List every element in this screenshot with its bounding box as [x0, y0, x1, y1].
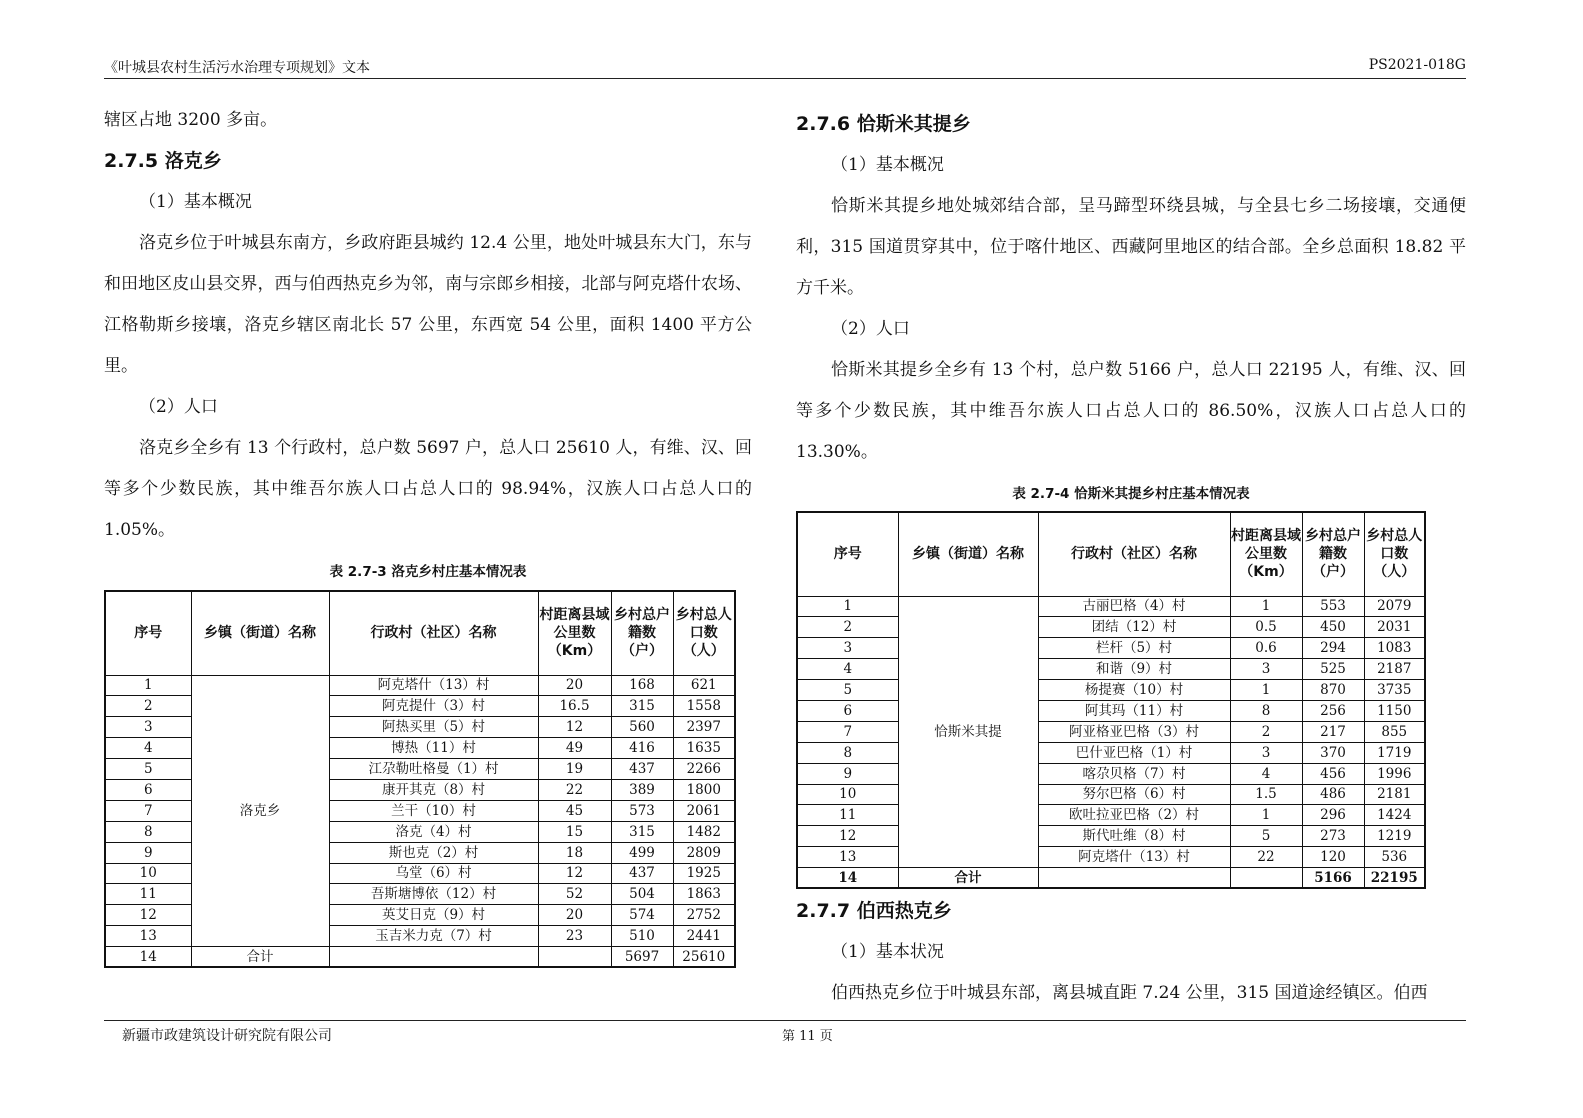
cell-village: 欧吐拉亚巴格（2）村 — [1038, 805, 1230, 826]
cell-village: 江尕勒吐格曼（1）村 — [329, 759, 538, 780]
document-code: PS2021-018G — [1368, 57, 1466, 73]
cell-index: 7 — [105, 800, 191, 821]
cell-population: 1083 — [1364, 638, 1425, 659]
table-row — [797, 742, 1425, 763]
cell-distance: 20 — [538, 905, 611, 926]
table-row — [797, 805, 1425, 826]
cell-households: 217 — [1302, 721, 1364, 742]
right-column — [796, 104, 1466, 1014]
cell-village: 巴什亚巴格（1）村 — [1038, 742, 1230, 763]
cell-village: 阿克塔什（13）村 — [329, 675, 538, 696]
cell-population: 3735 — [1364, 680, 1425, 701]
cell-village: 兰干（10）村 — [329, 800, 538, 821]
cell-households: 456 — [1302, 763, 1364, 784]
cell-population: 2181 — [1364, 784, 1425, 805]
cell-population: 1150 — [1364, 700, 1425, 721]
cell-distance: 22 — [1230, 847, 1302, 868]
cell-population: 1996 — [1364, 763, 1425, 784]
subheading-population: （2）人口 — [139, 397, 218, 417]
cell-index: 13 — [105, 926, 191, 947]
cell-village: 玉吉米力克（7）村 — [329, 926, 538, 947]
table-total-row — [797, 868, 1425, 889]
cell-village: 阿克提什（3）村 — [329, 696, 538, 717]
col-header: 序号 — [797, 512, 898, 596]
cell-index: 1 — [105, 675, 191, 696]
cell-index: 4 — [105, 738, 191, 759]
cell-distance: 22 — [538, 779, 611, 800]
cell-index: 7 — [797, 721, 898, 742]
page-number: 第 11 页 — [782, 1029, 833, 1044]
cell-distance: 52 — [538, 884, 611, 905]
cell-households: 870 — [1302, 680, 1364, 701]
cell-households: 273 — [1302, 826, 1364, 847]
page-header — [104, 57, 1466, 79]
footer-divider — [104, 1020, 1466, 1021]
cell-households: 315 — [611, 696, 673, 717]
col-header: 乡镇（街道）名称 — [191, 591, 329, 675]
table-row — [797, 784, 1425, 805]
col-header: 乡村总人口数（人） — [673, 591, 735, 675]
cell-population: 2079 — [1364, 596, 1425, 617]
total-population: 25610 — [673, 947, 735, 968]
cell-population: 1219 — [1364, 826, 1425, 847]
cell-index: 3 — [105, 717, 191, 738]
cell-households: 389 — [611, 779, 673, 800]
total-label: 合计 — [898, 868, 1038, 889]
cell-index: 12 — [797, 826, 898, 847]
cell-village: 阿其玛（11）村 — [1038, 700, 1230, 721]
table-row — [797, 700, 1425, 721]
subheading-population: （2）人口 — [831, 319, 910, 339]
status-paragraph: 伯西热克乡位于叶城县东部，离县城直距 7.24 公里，315 国道途经镇区。伯西 — [831, 983, 1428, 1004]
total-village-empty — [329, 947, 538, 968]
total-households: 5697 — [611, 947, 673, 968]
intro-paragraph: 辖区占地 3200 多亩。 — [104, 110, 278, 130]
cell-village: 斯也克（2）村 — [329, 842, 538, 863]
cell-distance: 1 — [1230, 596, 1302, 617]
cell-population: 2752 — [673, 905, 735, 926]
cell-village: 团结（12）村 — [1038, 617, 1230, 638]
cell-distance: 3 — [1230, 659, 1302, 680]
table-caption: 表 2.7-4 恰斯米其提乡村庄基本情况表 — [1012, 486, 1250, 502]
cell-households: 499 — [611, 842, 673, 863]
cell-households: 450 — [1302, 617, 1364, 638]
cell-population: 2441 — [673, 926, 735, 947]
cell-population: 1424 — [1364, 805, 1425, 826]
cell-population: 2031 — [1364, 617, 1425, 638]
total-village-empty — [1038, 868, 1230, 889]
cell-village: 博热（11）村 — [329, 738, 538, 759]
cell-households: 574 — [611, 905, 673, 926]
total-label: 合计 — [191, 947, 329, 968]
cell-index: 2 — [105, 696, 191, 717]
population-paragraph: 洛克乡全乡有 13 个行政村，总户数 5697 户，总人口 25610 人，有维、汉、回等多个少数民族，其中维吾尔族人口占总人口的 98.94%，汉族人口占总人口的 1.05%。 — [104, 438, 752, 540]
cell-distance: 12 — [538, 717, 611, 738]
cell-distance: 2 — [1230, 721, 1302, 742]
table-row — [797, 638, 1425, 659]
cell-distance: 19 — [538, 759, 611, 780]
cell-households: 510 — [611, 926, 673, 947]
col-header: 乡村总人口数（人） — [1364, 512, 1425, 596]
cell-distance: 8 — [1230, 700, 1302, 721]
cell-households: 573 — [611, 800, 673, 821]
table-row — [797, 763, 1425, 784]
cell-population: 1635 — [673, 738, 735, 759]
cell-index: 10 — [797, 784, 898, 805]
cell-households: 486 — [1302, 784, 1364, 805]
total-population: 22195 — [1364, 868, 1425, 889]
cell-population: 2809 — [673, 842, 735, 863]
overview-paragraph: 恰斯米其提乡地处城郊结合部，呈马蹄型环绕县城，与全县七乡二场接壤，交通便利，315 国道贯穿其中，位于喀什地区、西藏阿里地区的结合部。全乡总面积 18.82 平方千米。 — [796, 196, 1466, 298]
total-index: 14 — [797, 868, 898, 889]
table-row — [797, 659, 1425, 680]
overview-paragraph: 洛克乡位于叶城县东南方，乡政府距县城约 12.4 公里，地处叶城县东大门，东与和田地区皮山县交界，西与伯西热克乡为邻，南与宗郎乡相接，北部与阿克塔什农场、江格勒斯乡接壤，洛克乡辖区南北长 57 公里，东西宽 54 公里，面积 1400 平方公里。 — [104, 233, 752, 376]
cell-village: 杨提赛（10）村 — [1038, 680, 1230, 701]
cell-index: 12 — [105, 905, 191, 926]
table-row — [797, 596, 1425, 617]
village-table-qiasimiqiti — [796, 511, 1426, 889]
subheading-overview: （1）基本概况 — [831, 155, 944, 175]
cell-village: 阿克塔什（13）村 — [1038, 847, 1230, 868]
cell-village: 喀尕贝格（7）村 — [1038, 763, 1230, 784]
cell-population: 1719 — [1364, 742, 1425, 763]
total-households: 5166 — [1302, 868, 1364, 889]
cell-village: 古丽巴格（4）村 — [1038, 596, 1230, 617]
cell-population: 1863 — [673, 884, 735, 905]
cell-households: 504 — [611, 884, 673, 905]
cell-index: 5 — [105, 759, 191, 780]
cell-households: 437 — [611, 759, 673, 780]
table-header-row — [797, 512, 1425, 596]
table-total-row — [105, 947, 735, 968]
col-header: 乡村总户籍数（户） — [611, 591, 673, 675]
cell-village: 阿亚格亚巴格（3）村 — [1038, 721, 1230, 742]
cell-distance: 0.6 — [1230, 638, 1302, 659]
table-row — [797, 617, 1425, 638]
cell-index: 5 — [797, 680, 898, 701]
cell-index: 11 — [105, 884, 191, 905]
left-column — [104, 100, 752, 968]
total-distance-empty — [1230, 868, 1302, 889]
cell-population: 536 — [1364, 847, 1425, 868]
cell-population: 2061 — [673, 800, 735, 821]
cell-index: 2 — [797, 617, 898, 638]
subheading-status: （1）基本状况 — [831, 942, 944, 963]
table-caption: 表 2.7-3 洛克乡村庄基本情况表 — [329, 564, 527, 580]
cell-households: 416 — [611, 738, 673, 759]
cell-village: 栏杆（5）村 — [1038, 638, 1230, 659]
cell-households: 437 — [611, 863, 673, 884]
cell-distance: 15 — [538, 821, 611, 842]
header-divider — [104, 78, 1466, 79]
cell-distance: 1.5 — [1230, 784, 1302, 805]
cell-population: 621 — [673, 675, 735, 696]
table-row — [797, 847, 1425, 868]
cell-village: 英艾日克（9）村 — [329, 905, 538, 926]
cell-distance: 0.5 — [1230, 617, 1302, 638]
cell-distance: 18 — [538, 842, 611, 863]
cell-households: 553 — [1302, 596, 1364, 617]
col-header: 行政村（社区）名称 — [1038, 512, 1230, 596]
section-heading-boxireke: 2.7.7 伯西热克乡 — [796, 900, 952, 923]
cell-distance: 12 — [538, 863, 611, 884]
cell-index: 8 — [105, 821, 191, 842]
cell-index: 9 — [105, 842, 191, 863]
population-paragraph: 恰斯米其提乡全乡有 13 个村，总户数 5166 户，总人口 22195 人，有维、汉、回等多个少数民族，其中维吾尔族人口占总人口的 86.50%，汉族人口占总人口的 13.30%。 — [796, 360, 1466, 462]
cell-distance: 1 — [1230, 680, 1302, 701]
cell-distance: 1 — [1230, 805, 1302, 826]
cell-index: 1 — [797, 596, 898, 617]
village-table-luoke — [104, 590, 736, 968]
cell-index: 11 — [797, 805, 898, 826]
cell-village: 洛克（4）村 — [329, 821, 538, 842]
table-row — [797, 721, 1425, 742]
cell-households: 296 — [1302, 805, 1364, 826]
col-header: 乡村总户籍数（户） — [1302, 512, 1364, 596]
col-header: 村距离县域公里数（Km） — [1230, 512, 1302, 596]
cell-town: 恰斯米其提 — [898, 596, 1038, 868]
col-header: 行政村（社区）名称 — [329, 591, 538, 675]
cell-population: 1800 — [673, 779, 735, 800]
cell-households: 525 — [1302, 659, 1364, 680]
cell-index: 13 — [797, 847, 898, 868]
cell-population: 855 — [1364, 721, 1425, 742]
subheading-overview: （1）基本概况 — [139, 192, 252, 212]
cell-village: 斯代吐维（8）村 — [1038, 826, 1230, 847]
cell-population: 2187 — [1364, 659, 1425, 680]
footer-organization: 新疆市政建筑设计研究院有限公司 — [122, 1028, 332, 1044]
cell-distance: 5 — [1230, 826, 1302, 847]
cell-village: 康开其克（8）村 — [329, 779, 538, 800]
cell-distance: 3 — [1230, 742, 1302, 763]
col-header: 村距离县域公里数（Km） — [538, 591, 611, 675]
cell-index: 6 — [105, 779, 191, 800]
cell-population: 2266 — [673, 759, 735, 780]
cell-households: 560 — [611, 717, 673, 738]
table-row — [105, 675, 735, 696]
table-header-row — [105, 591, 735, 675]
cell-distance: 20 — [538, 675, 611, 696]
cell-index: 9 — [797, 763, 898, 784]
cell-population: 2397 — [673, 717, 735, 738]
section-heading-qiasimiqiti: 2.7.6 恰斯米其提乡 — [796, 113, 971, 135]
cell-households: 168 — [611, 675, 673, 696]
cell-distance: 45 — [538, 800, 611, 821]
cell-distance: 23 — [538, 926, 611, 947]
total-distance-empty — [538, 947, 611, 968]
cell-village: 吾斯塘博依（12）村 — [329, 884, 538, 905]
cell-households: 370 — [1302, 742, 1364, 763]
total-index: 14 — [105, 947, 191, 968]
table-row — [797, 826, 1425, 847]
cell-distance: 49 — [538, 738, 611, 759]
cell-village: 乌堂（6）村 — [329, 863, 538, 884]
cell-households: 256 — [1302, 700, 1364, 721]
cell-town: 洛克乡 — [191, 675, 329, 947]
cell-index: 6 — [797, 700, 898, 721]
cell-population: 1558 — [673, 696, 735, 717]
cell-households: 294 — [1302, 638, 1364, 659]
col-header: 序号 — [105, 591, 191, 675]
cell-households: 120 — [1302, 847, 1364, 868]
col-header: 乡镇（街道）名称 — [898, 512, 1038, 596]
cell-population: 1925 — [673, 863, 735, 884]
cell-index: 4 — [797, 659, 898, 680]
cell-distance: 16.5 — [538, 696, 611, 717]
document-title: 《叶城县农村生活污水治理专项规划》文本 — [104, 60, 370, 76]
cell-index: 8 — [797, 742, 898, 763]
cell-distance: 4 — [1230, 763, 1302, 784]
section-heading-luoke: 2.7.5 洛克乡 — [104, 150, 222, 172]
cell-households: 315 — [611, 821, 673, 842]
cell-population: 1482 — [673, 821, 735, 842]
cell-village: 阿热买里（5）村 — [329, 717, 538, 738]
table-row — [797, 680, 1425, 701]
cell-index: 10 — [105, 863, 191, 884]
cell-village: 努尔巴格（6）村 — [1038, 784, 1230, 805]
cell-index: 3 — [797, 638, 898, 659]
cell-village: 和谐（9）村 — [1038, 659, 1230, 680]
